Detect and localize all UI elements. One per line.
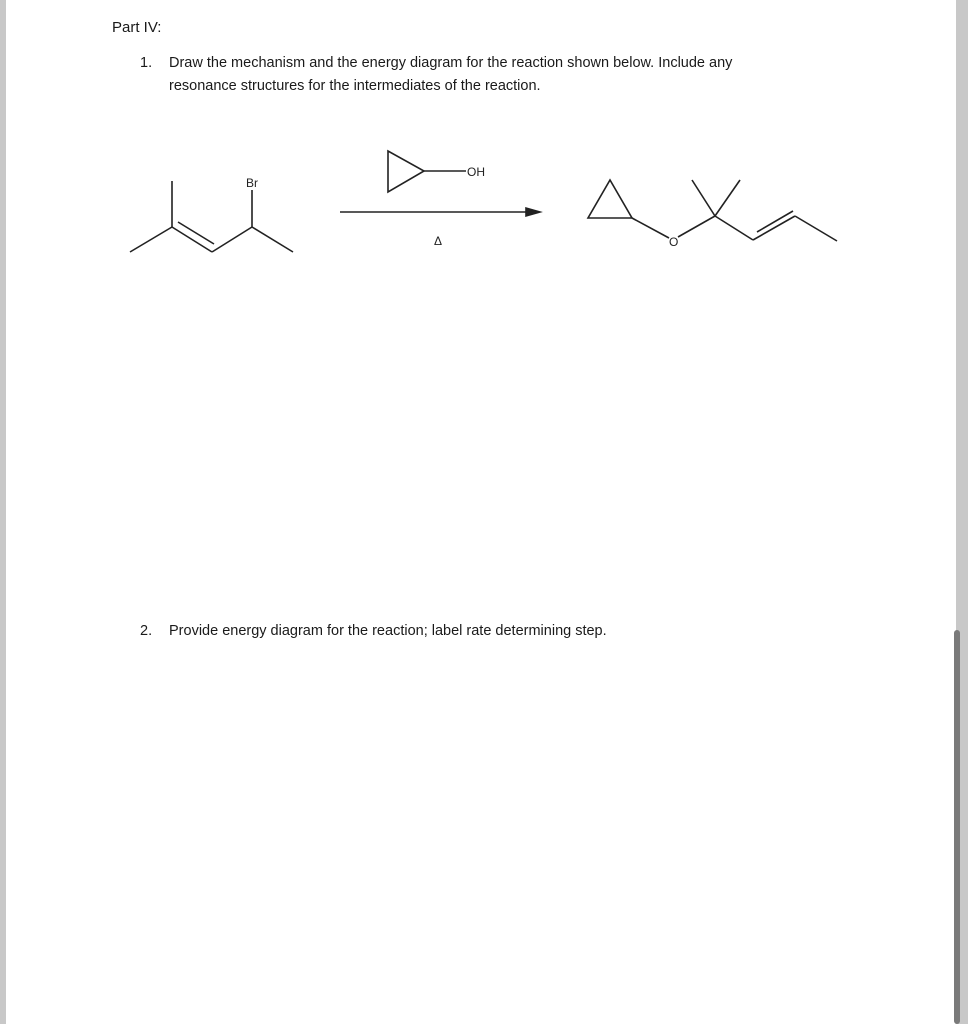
reagent-oh-label: OH bbox=[467, 165, 485, 179]
question-1-text bbox=[169, 52, 809, 98]
product-o-label: O bbox=[669, 235, 679, 249]
question-2-number: 2. bbox=[140, 623, 153, 639]
question-2-text: Provide energy diagram for the reaction; label rate determining step. bbox=[169, 623, 607, 639]
condition-heat-label: Δ bbox=[434, 234, 443, 248]
question-1-line-1: Draw the mechanism and the energy diagram for the reaction shown below. Include any bbox=[169, 55, 733, 71]
question-1-line-2: resonance structures for the intermediates of the reaction. bbox=[169, 78, 541, 94]
question-1-number: 1. bbox=[140, 55, 153, 71]
reactant-br-label: Br bbox=[246, 176, 258, 190]
vertical-scrollbar[interactable] bbox=[954, 630, 960, 1024]
part-heading: Part IV: bbox=[112, 19, 162, 36]
document-page bbox=[6, 0, 956, 1024]
